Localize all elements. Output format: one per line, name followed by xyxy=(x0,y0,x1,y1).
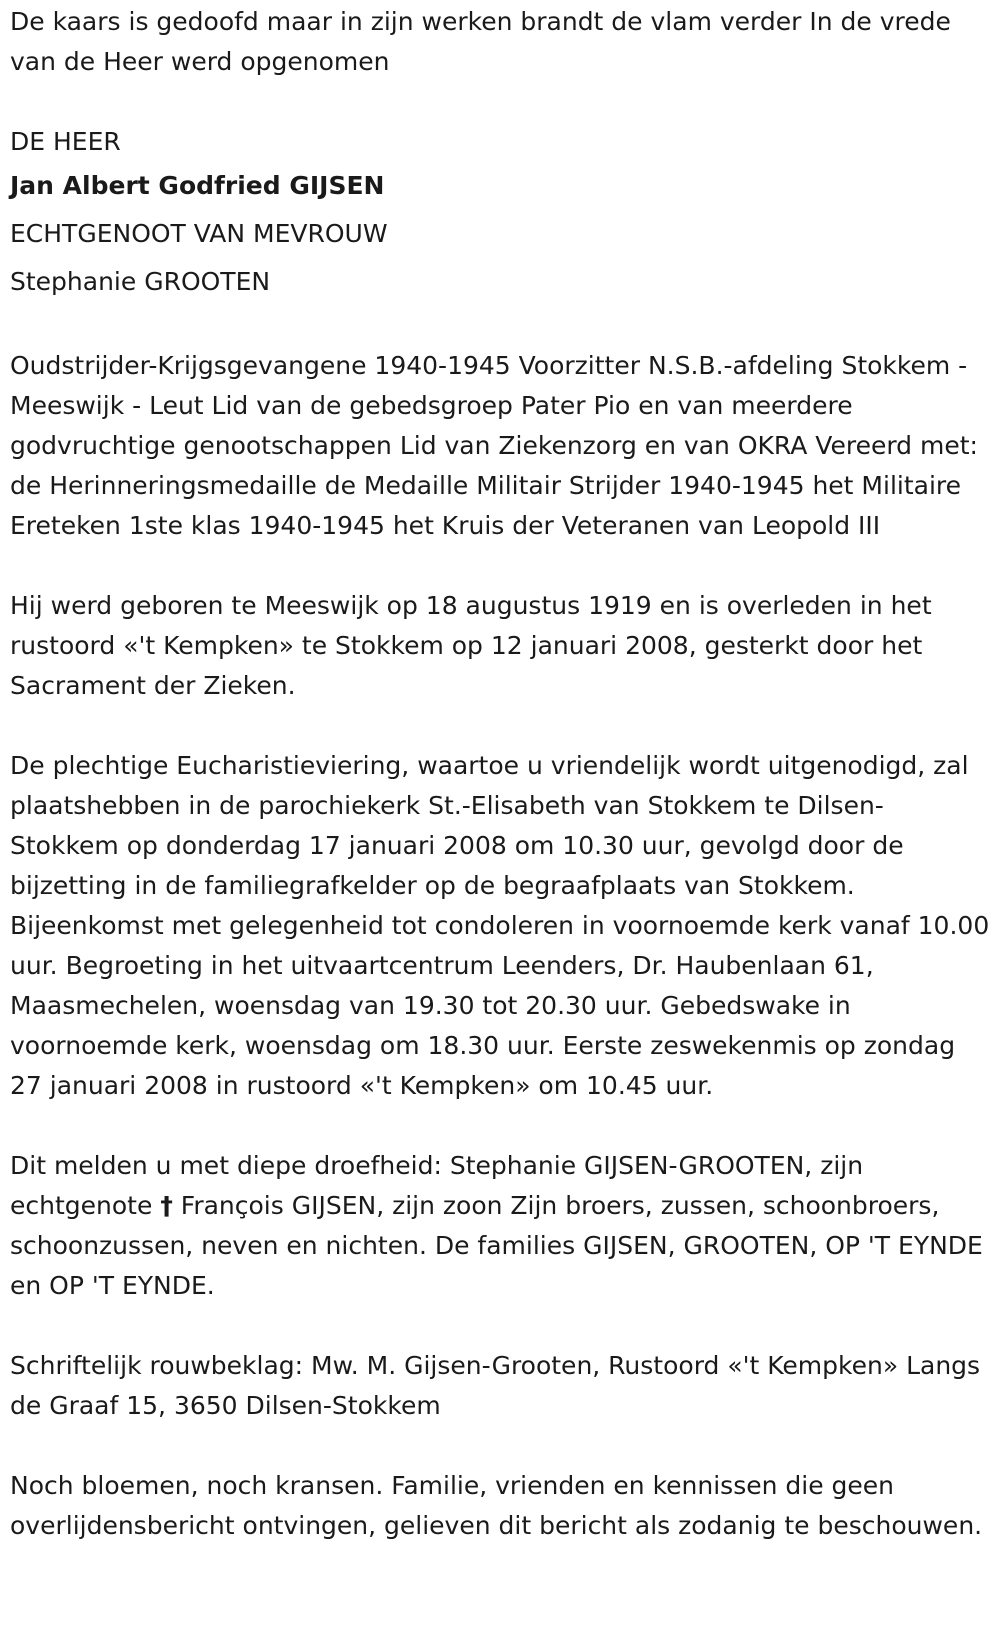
birth-death-paragraph: Hij werd geboren te Meeswijk op 18 augustus 1919 en is overleden in het rustoord «'t Kempken» te Stokkem op 12 januari 2008, gesterkt door het Sacrament der Zieken. xyxy=(10,591,932,700)
closing-note-paragraph: Noch bloemen, noch kransen. Familie, vrienden en kennissen die geen overlijdensbericht ontvingen, gelieven dit bericht als zodanig te beschouwen. xyxy=(10,1471,983,1540)
cross-icon: † xyxy=(160,1191,173,1220)
mourners-text-after-cross: François GIJSEN, zijn zoon Zijn broers, zussen, schoonbroers, schoonzussen, neven en nichten. De families GIJSEN, GROOTEN, OP 'T EYNDE en OP 'T EYNDE. xyxy=(10,1191,983,1300)
deceased-header xyxy=(10,122,990,306)
deceased-name: Jan Albert Godfried GIJSEN xyxy=(10,171,385,200)
honorific-title: DE HEER xyxy=(10,127,121,156)
spouse-name: Stephanie GROOTEN xyxy=(10,267,271,296)
condolence-address-paragraph: Schriftelijk rouwbeklag: Mw. M. Gijsen-Grooten, Rustoord «'t Kempken» Langs de Graaf 15, 3650 Dilsen-Stokkem xyxy=(10,1351,981,1420)
ceremony-paragraph: De plechtige Eucharistieviering, waartoe u vriendelijk wordt uitgenodigd, zal plaatshebben in de parochiekerk St.-Elisabeth van Stokkem te Dilsen-Stokkem op donderdag 17 januari 2008 om 10.30 uur, gevolgd door de bijzetting in de familiegrafkelder op de begraafplaats van Stokkem. Bijeenkomst met gelegenheid tot condoleren in voornoemde kerk vanaf 10.00 uur. Begroeting in het uitvaartcentrum Leenders, Dr. Haubenlaan 61, Maasmechelen, woensdag van 19.30 tot 20.30 uur. Gebedswake in voornoemde kerk, woensdag om 18.30 uur. Eerste zeswekenmis op zondag 27 januari 2008 in rustoord «'t Kempken» om 10.45 uur. xyxy=(10,751,990,1100)
mourners-paragraph xyxy=(10,1146,990,1306)
spouse-label: ECHTGENOOT VAN MEVROUW xyxy=(10,219,388,248)
distinctions-paragraph: Oudstrijder-Krijgsgevangene 1940-1945 Voorzitter N.S.B.-afdeling Stokkem - Meeswijk - Leut Lid van de gebedsgroep Pater Pio en van meerdere godvruchtige genootschappen Lid van Ziekenzorg en van OKRA Vereerd met: de Herinneringsmedaille de Medaille Militair Strijder 1940-1945 het Militaire Ereteken 1ste klas 1940-1945 het Kruis der Veteranen van Leopold III xyxy=(10,351,978,540)
mourners-text-before-cross: Dit melden u met diepe droefheid: Stephanie GIJSEN-GROOTEN, zijn echtgenote xyxy=(10,1151,864,1220)
intro-paragraph: De kaars is gedoofd maar in zijn werken brandt de vlam verder In de vrede van de Heer werd opgenomen xyxy=(10,7,951,76)
